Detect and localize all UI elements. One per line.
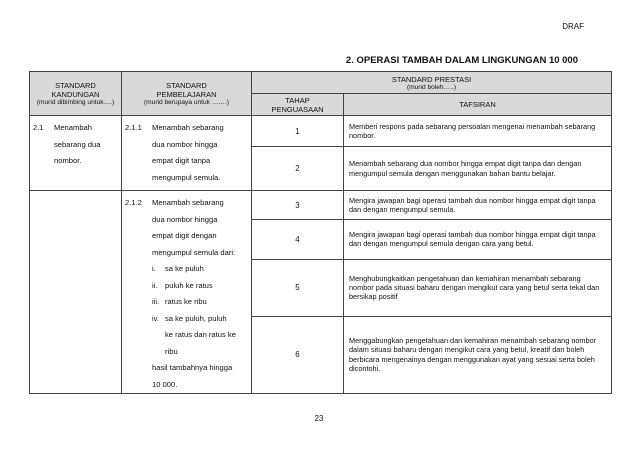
header-content-standard: STANDARD KANDUNGAN (murid dibimbing untuk….)	[30, 72, 122, 116]
header-tahap: TAHAP PENGUASAAN	[252, 94, 344, 116]
level-description: Mengira jawapan bagi operasi tambah dua nombor hingga empat digit tanpa dan dengan mengumpul semula dengan cara yang betul.	[344, 220, 612, 260]
standard-line: 10 000.	[152, 379, 178, 389]
content-standard-cell	[30, 191, 122, 394]
sub-item-marker: ii.	[152, 280, 158, 290]
level-number: 2	[252, 147, 344, 191]
page-title: 2. OPERASI TAMBAH DALAM LINGKUNGAN 10 000	[345, 55, 578, 66]
sub-item-text: sa ke puluh	[165, 264, 204, 273]
sub-item-text: ke ratus dan ratus ke	[165, 330, 236, 339]
standard-line: sebarang dua	[54, 139, 101, 149]
standard-text	[152, 195, 251, 393]
sub-item-line	[152, 327, 251, 344]
standard-line: hasil tambahnya hingga	[152, 363, 233, 372]
standard-line: dua nombor hingga	[152, 214, 218, 224]
content-standard-cell	[30, 116, 122, 191]
standard-block	[122, 191, 251, 393]
draft-label: DRAF	[562, 22, 584, 31]
standard-line: Menambah	[54, 123, 92, 132]
header-performance-standard: STANDARD PRESTASI (murid boleh…..)	[252, 72, 612, 94]
standard-text	[54, 120, 121, 170]
level-description: Menghubungkaitkan pengetahuan dan kemahiran menambah sebarang nombor pada situasi baharu dengan mengikut cara yang betul serta tekal dan bersikap positif	[344, 259, 612, 316]
level-number: 5	[252, 259, 344, 316]
standards-table	[29, 71, 612, 394]
learning-standard-cell	[122, 191, 252, 394]
sub-item-line	[152, 278, 251, 295]
level-description: Mengira jawapan bagi operasi tambah dua nombor hingga empat digit tanpa dan dengan mengumpul semula.	[344, 191, 612, 220]
sub-item-marker: i.	[152, 264, 156, 273]
standard-number: 2.1	[33, 123, 44, 132]
sub-item-line	[152, 344, 251, 361]
level-description: Menggabungkan pengetahuan dan kemahiran menambah sebarang nombor dalam situasi baharu dengan mengikut cara yang betul, kreatif dan boleh berbicara mengenainya dengan menggunakan ayat yang sesuai serta boleh dicontohi.	[344, 316, 612, 393]
standard-number: 2.1.1	[125, 123, 142, 132]
level-number: 3	[252, 191, 344, 220]
sub-item-line	[152, 311, 251, 328]
standard-block	[30, 116, 121, 170]
standard-line: dua nombor hingga	[152, 139, 218, 149]
sub-item-line	[152, 294, 251, 311]
standard-line: empat digit tanpa	[152, 156, 211, 165]
sub-item-marker: iv.	[152, 313, 160, 323]
standard-line: empat digit dengan	[152, 231, 217, 240]
sub-item-text: ratus ke ribu	[165, 297, 207, 306]
sub-item-line	[152, 261, 251, 278]
standard-block	[122, 116, 251, 186]
sub-item-text: sa ke puluh, puluh	[165, 313, 227, 323]
standard-line: Menambah sebarang	[152, 123, 224, 132]
sub-item-text: puluh ke ratus	[165, 280, 213, 290]
level-description: Menambah sebarang dua nombor hingga empat digit tanpa dan dengan mengumpul semula dengan menggunakan bahan bantu belajar.	[344, 147, 612, 191]
header-tafsiran: TAFSIRAN	[344, 94, 612, 116]
level-description: Memberi respons pada sebarang persoalan mengenai menambah sebarang nombor.	[344, 116, 612, 147]
standard-line: Menambah sebarang	[152, 198, 224, 207]
standard-line: nombor.	[54, 156, 82, 165]
standard-line: mengumpul semula dari:	[152, 247, 236, 257]
page-number: 23	[314, 414, 324, 423]
level-number: 1	[252, 116, 344, 147]
level-number: 4	[252, 220, 344, 260]
sub-item-text: ribu	[165, 346, 178, 356]
learning-standard-cell	[122, 116, 252, 191]
standard-number: 2.1.2	[125, 198, 142, 207]
standard-line: mengumpul semula.	[152, 172, 221, 182]
level-number: 6	[252, 316, 344, 393]
header-learning-standard: STANDARD PEMBELAJARAN (murid berupaya untuk …….)	[122, 72, 252, 116]
standard-text	[152, 120, 251, 186]
sub-item-marker: iii.	[152, 297, 160, 306]
